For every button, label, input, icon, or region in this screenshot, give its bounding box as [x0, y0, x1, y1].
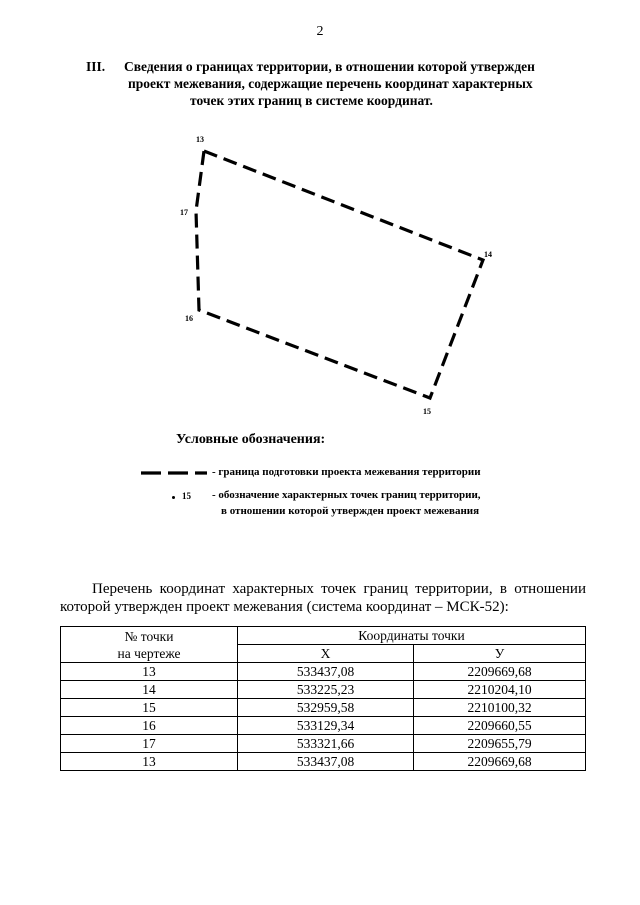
- cell-no: 17: [61, 735, 238, 753]
- point-label-16: 16: [185, 314, 193, 323]
- legend-title: Условные обозначения:: [176, 432, 326, 447]
- point-label-17: 17: [180, 208, 188, 217]
- cell-y: 2209669,68: [414, 663, 586, 681]
- heading-line-1: Сведения о границах территории, в отношении которой утвержден: [124, 59, 535, 74]
- cell-x: 533437,08: [238, 753, 414, 771]
- legend-point-symbol: [172, 496, 175, 499]
- cell-y: 2209660,55: [414, 717, 586, 735]
- header-y: У: [414, 645, 586, 663]
- cell-x: 533321,66: [238, 735, 414, 753]
- cell-y: 2209669,68: [414, 753, 586, 771]
- table-row: [61, 753, 586, 771]
- boundary-drawing: [0, 0, 640, 430]
- section-number: III.: [86, 59, 106, 74]
- heading-line-3: точек этих границ в системе координат.: [190, 93, 433, 108]
- header-point-number-line-1: № точки: [124, 628, 174, 644]
- cell-x: 532959,58: [238, 699, 414, 717]
- heading-line-2: проект межевания, содержащие перечень координат характерных: [128, 76, 533, 91]
- table-row: [61, 663, 586, 681]
- boundary-polygon: [196, 151, 483, 398]
- point-label-15: 15: [423, 407, 431, 416]
- cell-x: 533437,08: [238, 663, 414, 681]
- table-row: [61, 735, 586, 753]
- cell-no: 15: [61, 699, 238, 717]
- legend-boundary-text: - граница подготовки проекта межевания территории: [212, 466, 481, 478]
- legend-point-text-1: - обозначение характерных точек границ территории,: [212, 489, 481, 501]
- cell-no: 14: [61, 681, 238, 699]
- table-row: [61, 699, 586, 717]
- coordinates-table: [60, 626, 586, 771]
- cell-y: 2209655,79: [414, 735, 586, 753]
- legend-point-text-2: в отношении которой утвержден проект межевания: [221, 505, 480, 517]
- point-label-13: 13: [196, 135, 204, 144]
- table-row: [61, 717, 586, 735]
- header-point-number-line-2: на чертеже: [117, 645, 181, 661]
- cell-y: 2210100,32: [414, 699, 586, 717]
- legend-boundary-symbol: [141, 471, 207, 475]
- legend-point-label: 15: [182, 491, 191, 501]
- header-point-number: [61, 627, 238, 663]
- table-row: [61, 681, 586, 699]
- cell-no: 16: [61, 717, 238, 735]
- cell-x: 533225,23: [238, 681, 414, 699]
- header-x: X: [238, 645, 414, 663]
- cell-x: 533129,34: [238, 717, 414, 735]
- header-coordinates: Координаты точки: [238, 627, 586, 645]
- cell-no: 13: [61, 663, 238, 681]
- intro-paragraph: Перечень координат характерных точек границ территории, в отношении которой утвержден проект межевания (система координат – МСК-52):: [60, 581, 586, 615]
- cell-no: 13: [61, 753, 238, 771]
- point-label-14: 14: [484, 250, 492, 259]
- page-number: 2: [316, 24, 324, 39]
- cell-y: 2210204,10: [414, 681, 586, 699]
